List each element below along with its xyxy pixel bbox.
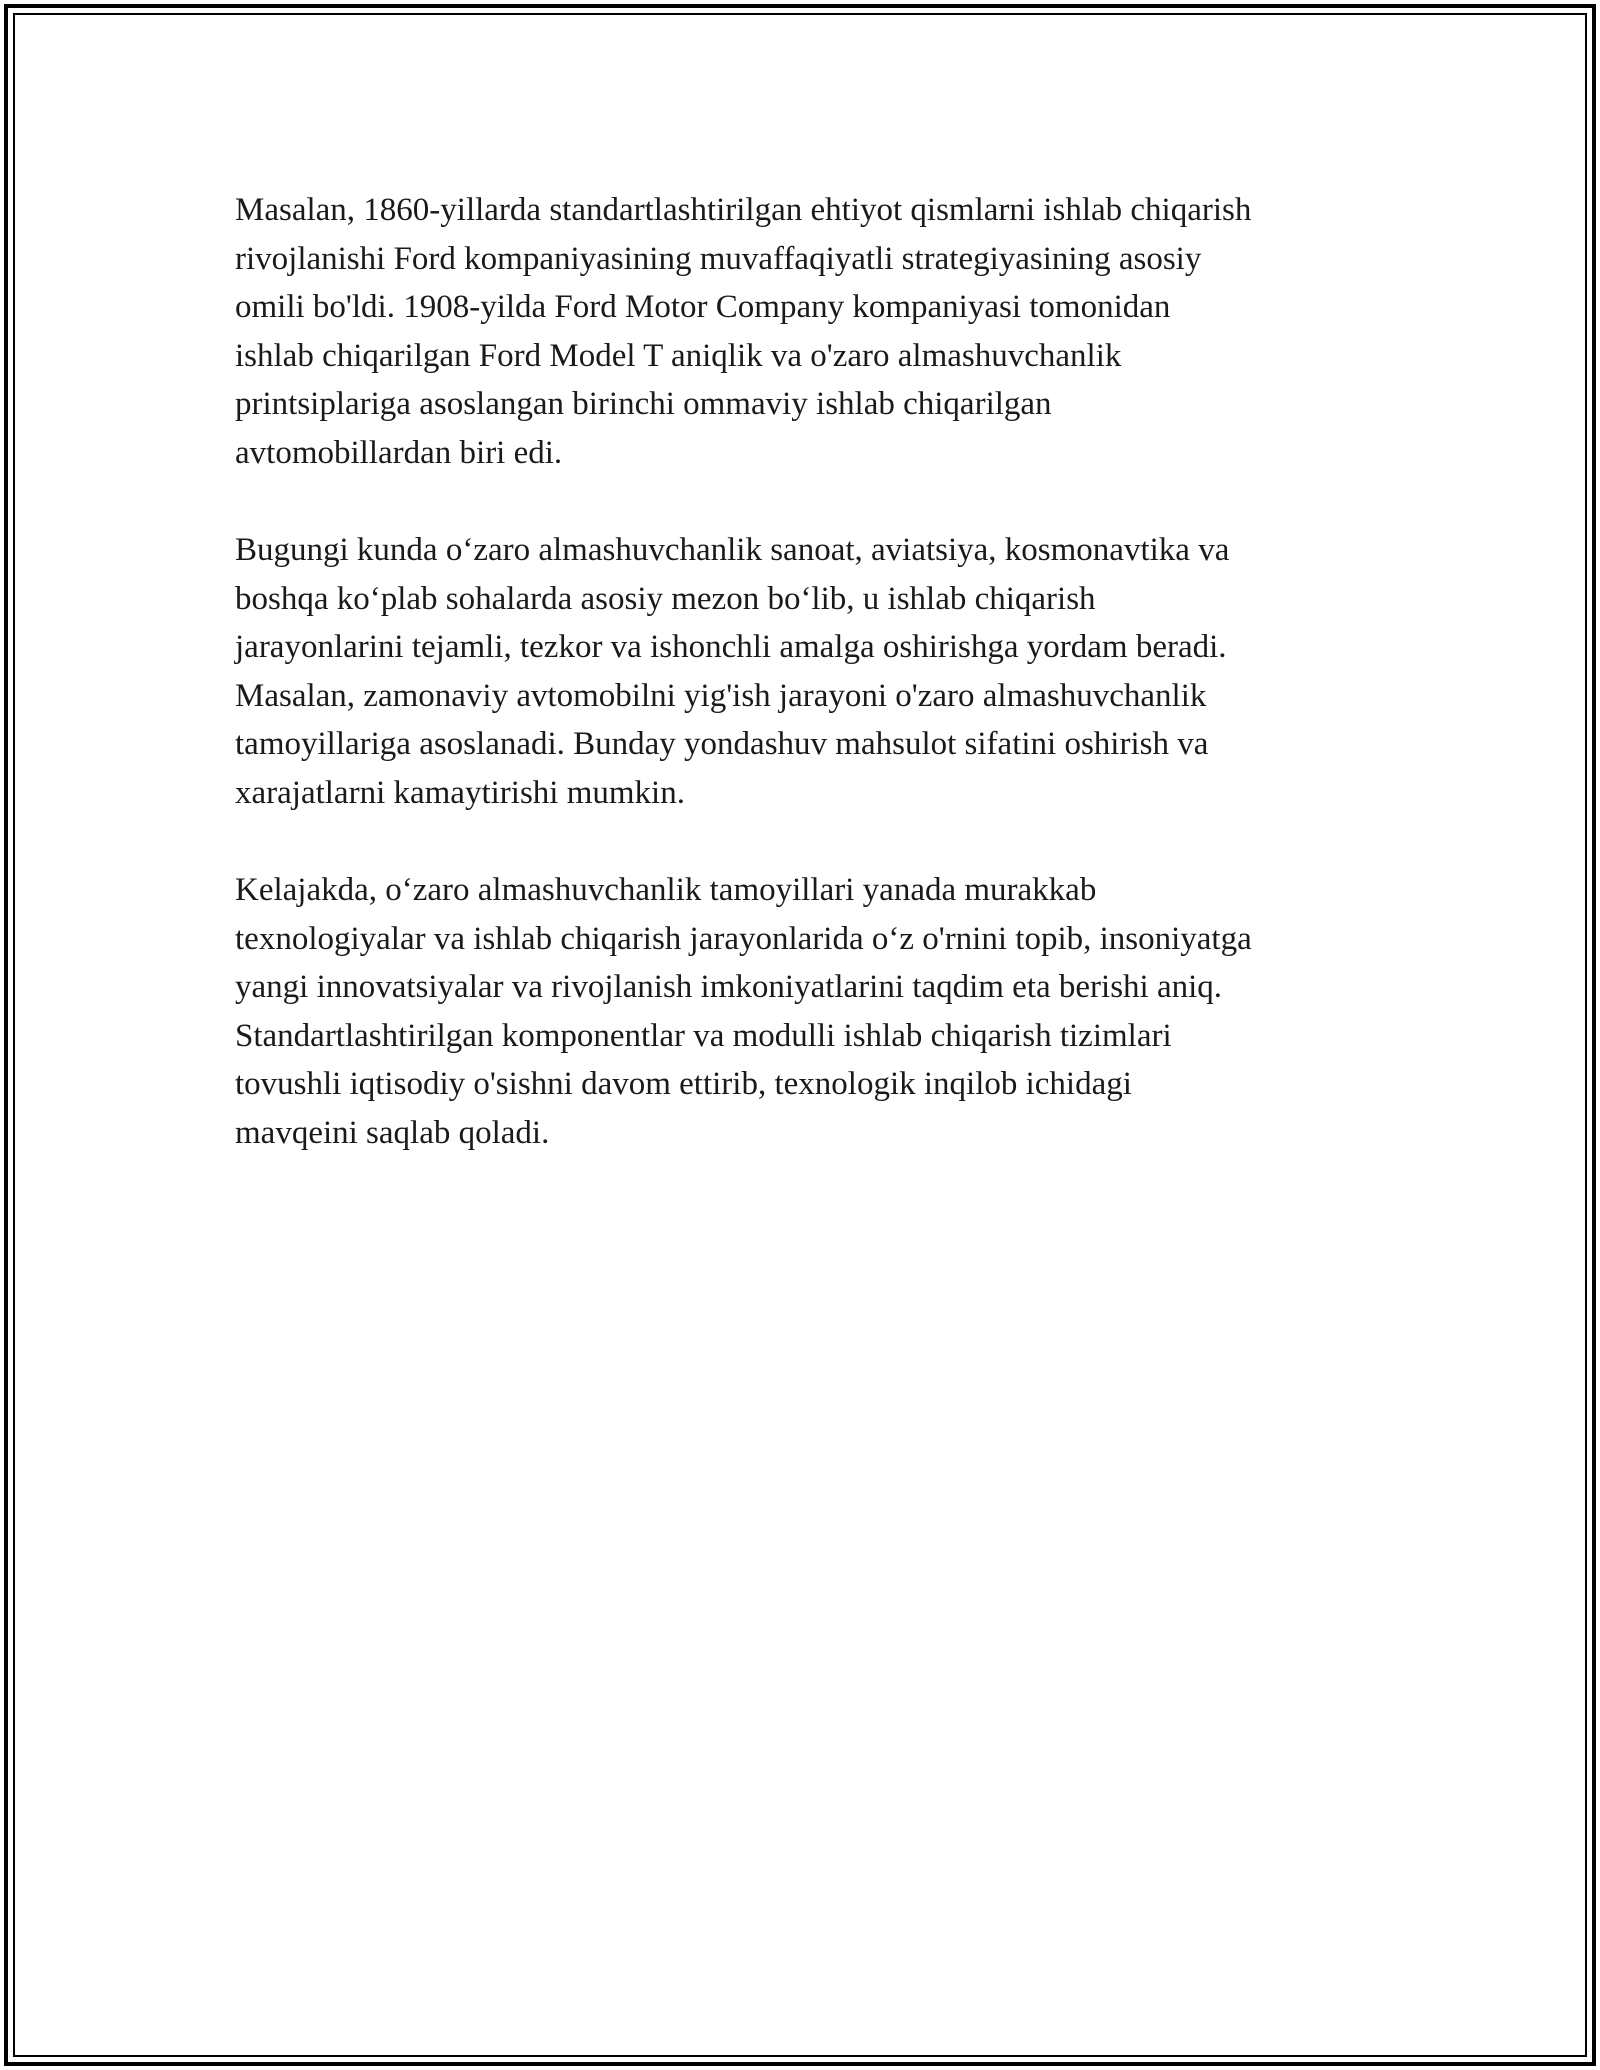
text-line: ishlab chiqarilgan Ford Model T aniqlik va o'zaro almashuvchanlik xyxy=(235,337,1122,374)
text-line: yangi innovatsiyalar va rivojlanish imkoniyatlarini taqdim eta berishi aniq. xyxy=(235,969,1223,1005)
text-line: Standartlashtirilgan komponentlar va modulli ishlab chiqarish tizimlari xyxy=(235,1017,1172,1054)
text-line: tovushli iqtisodiy o'sishni davom ettirib, texnologik inqilob ichidagi xyxy=(235,1066,1132,1102)
text-line: Masalan, zamonaviy avtomobilni yig'ish jarayoni o'zaro almashuvchanlik xyxy=(235,677,1207,714)
text-line: xarajatlarni kamaytirishi mumkin. xyxy=(235,774,685,811)
paragraph-3 xyxy=(235,866,1375,1157)
text-line: Bugungi kunda o‘zaro almashuvchanlik sanoat, aviatsiya, kosmonavtika va xyxy=(235,532,1230,568)
text-line: omili bo'ldi. 1908-yilda Ford Motor Company kompaniyasi tomonidan xyxy=(235,289,1171,325)
text-line: avtomobillardan biri edi. xyxy=(235,434,563,471)
text-line: Masalan, 1860-yillarda standartlashtirilgan ehtiyot qismlarni ishlab chiqarish xyxy=(235,192,1252,228)
paragraph-2 xyxy=(235,526,1375,817)
text-line: tamoyillariga asoslanadi. Bunday yondashuv mahsulot sifatini oshirish va xyxy=(235,726,1209,762)
text-line: rivojlanishi Ford kompaniyasining muvaffaqiyatli strategiyasining asosiy xyxy=(235,240,1202,277)
text-line: Kelajakda, o‘zaro almashuvchanlik tamoyillari yanada murakkab xyxy=(235,872,1097,908)
text-line: mavqeini saqlab qoladi. xyxy=(235,1114,550,1151)
text-line: texnologiyalar va ishlab chiqarish jarayonlarida o‘z o'rnini topib, insoniyatga xyxy=(235,920,1252,957)
paragraph-1 xyxy=(235,186,1375,477)
text-line: boshqa ko‘plab sohalarda asosiy mezon bo‘lib, u ishlab chiqarish xyxy=(235,580,1096,617)
document-body xyxy=(235,186,1375,1206)
text-line: jarayonlarini tejamli, tezkor va ishonchli amalga oshirishga yordam beradi. xyxy=(235,629,1227,665)
text-line: printsiplariga asoslangan birinchi ommaviy ishlab chiqarilgan xyxy=(235,386,1052,422)
